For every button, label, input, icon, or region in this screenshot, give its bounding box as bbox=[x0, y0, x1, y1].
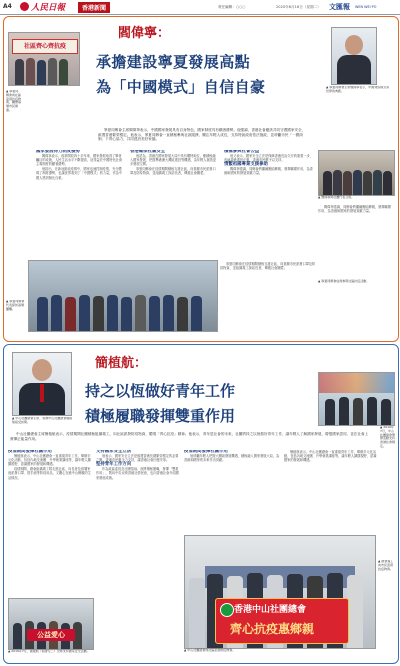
story-2-charity-photo bbox=[8, 598, 94, 650]
story-2-subhead-1: 疫情期間發揮社團作用 bbox=[8, 450, 52, 454]
story-1-paragraph-2: 他指出，在新冠肺炎疫情中，國家迅速控制疫情，充分體現了制度優勢，也讓世界看到了「中國模式」的力量，作為中國人感到無比自豪。 bbox=[36, 167, 123, 180]
story-2-paragraph-5: 他呼籲年輕人把握大灣區發展機遇，積極融入國家發展大局，為香港和國家的未來作出貢獻。 bbox=[184, 454, 280, 463]
story-1-police-photo bbox=[28, 260, 218, 332]
story-1-subhead-3: 積極參與社會公益 bbox=[224, 150, 260, 154]
story-1-col-1 bbox=[36, 150, 124, 270]
association-logo-icon bbox=[220, 603, 234, 617]
story-2-anti-epidemic-caption: ▲ 中山社團總會向社區派發防疫物資。 bbox=[184, 648, 236, 652]
story-2-subhead-3: 堅持青年工作方向 bbox=[96, 462, 132, 468]
story-2-lead-text: 中山社團總會主席簡植航表示，疫情期間社團積極組織義工，向社區派發防疫物資，體現「齊心抗疫」精神。他表示，青年是社會的未來，社團將持之以恆做好青年工作，讓年輕人了解國家發展，增強國家認同，並在社會上發揮正能量作用。 bbox=[10, 432, 369, 441]
story-2-event-photo bbox=[318, 372, 395, 426]
story-1-subhead-1: 國家發展得力制度優勢 bbox=[36, 150, 80, 154]
story-1-col-3 bbox=[224, 150, 314, 270]
story-1-right-photo bbox=[318, 150, 395, 196]
story-1-body bbox=[36, 150, 316, 275]
story-1-headline-line-1: 承擔建設寧夏發展高點 bbox=[96, 53, 251, 71]
story-1-col-2 bbox=[130, 150, 218, 270]
story-1-right-paragraph: 閻偉寧強調，同鄉會將繼續團結鄉親，發揮橋樑作用，為香港和國家的發展貢獻力量。 bbox=[318, 205, 391, 214]
story-2-name: 簡植航： bbox=[95, 356, 148, 371]
story-2-paragraph-4: 作為政協委員及社團領袖，他將積極履職，發揮「雙重作用」，既向中央反映香港社情民意，也向香港社會介紹國家發展成就。 bbox=[96, 467, 179, 480]
partner-paper-name: 文匯報 bbox=[329, 2, 350, 11]
story-1-event-photo bbox=[8, 32, 80, 86]
story-2-col-3 bbox=[184, 450, 280, 532]
story-2-portrait bbox=[12, 352, 72, 416]
story-1-portrait-caption: ▲ 寧夏同鄉會主席閻偉寧表示，中國建設模式是世界的典範。 bbox=[326, 86, 390, 93]
story-2-paragraph-3: 他表示，國家安全立法是維護香港長期繁榮穩定的必要之舉，香港市民應全力支持，讓香港社會回復安寧。 bbox=[96, 454, 179, 463]
story-1-paragraph-3: 他認為，香港在國家發展大局中具有獨特地位，應積極融入國家發展，把握粵港澳大灣區建設等機遇，為年輕人創造更多發展空間。 bbox=[130, 154, 217, 167]
story-2-col-1 bbox=[8, 450, 92, 595]
story-2-portrait-caption: ▲ 中山社團總會主席、香港中山社團總會簡植航接受訪問。 bbox=[12, 417, 73, 424]
story-1-right-photo-caption: ▲ 閻偉寧與社團代表合照。 bbox=[318, 195, 355, 199]
story-2-headline-line-2: 積極履職發揮雙重作用 bbox=[85, 407, 236, 425]
story-1-name: 閻偉寧： bbox=[118, 26, 171, 41]
story-2-paragraph-6: 簡植航表示，中山社團總會一直重視青年工作，舉辦多元化活動，包括內地交流團、升學就業講座等，讓年輕人擴闊視野，認識國家的發展和機遇。 bbox=[284, 450, 377, 463]
issue-date: 2020年6月16日（星期二） bbox=[276, 4, 321, 9]
association-banner-slogan: 齊心抗疫惠鄉親 bbox=[230, 622, 315, 636]
story-1-side-note: ▲ 寧夏同鄉會向社區派發抗疫物資，關懷基層市民健康。 bbox=[6, 90, 21, 112]
story-2-charity-caption: ▲ 2019年7月，簡植航（前排左二）出席支持國家安全活動。 bbox=[8, 650, 90, 653]
editor-name: ○○○ bbox=[235, 4, 246, 9]
story-1-paragraph-5: 他又表示，國家安全立法是保障香港長治久安的重要一步，有助香港重回正軌，香港市民應予以支持。 bbox=[224, 154, 313, 163]
story-2-side-note: ▲ 2019年7月，中山社團總會舉辦活動支持香港社會穩定。 bbox=[380, 426, 395, 448]
story-2-anti-epidemic-photo bbox=[184, 535, 376, 649]
charity-banner bbox=[27, 629, 75, 641]
page-number: A4 bbox=[3, 3, 12, 10]
story-2-side-caption: ▲ 總會義工向市民派發抗疫物資。 bbox=[378, 560, 394, 571]
association-banner-name: 香港中山社團總會 bbox=[234, 605, 307, 615]
story-1-right-text bbox=[318, 205, 393, 275]
story-1-bottom-text bbox=[220, 262, 316, 328]
charity-banner-text: 公益愛心 bbox=[37, 630, 65, 639]
event-banner bbox=[12, 39, 78, 54]
event-banner-text: 社區齊心齊抗疫 bbox=[23, 43, 66, 50]
story-1-paragraph-1: 閻偉寧表示，改革開放四十多年來，國家發展取得了舉世矚目的成就，人民生活水平不斷提高，這得益於中國特色社會主義制度的顯著優勢。 bbox=[36, 154, 123, 167]
story-1-bottom-right-caption: ▲ 寧夏同鄉會成員參與社區抗疫活動。 bbox=[318, 279, 370, 283]
story-2-col-2 bbox=[96, 450, 180, 645]
editor-label bbox=[218, 5, 245, 10]
masthead bbox=[0, 0, 400, 15]
story-2-subhead-2: 支持國家安全立法 bbox=[96, 450, 132, 454]
story-1-subhead-2: 香港確保社區安全 bbox=[130, 150, 166, 154]
story-1-subhead-4: 情繫祖國專業支援參助 bbox=[224, 162, 268, 168]
story-1-police-photo-caption: ▲ 寧夏同鄉會代表探訪基層團體。 bbox=[6, 300, 25, 311]
story-1-headline-line-2: 為「中國模式」自信自豪 bbox=[96, 78, 266, 96]
section-tab: 香港新聞 bbox=[78, 2, 110, 13]
partner-paper-en: WEN WEI PO bbox=[355, 5, 377, 9]
story-1-lead bbox=[98, 128, 308, 150]
paper-logo-icon bbox=[20, 2, 29, 11]
story-1-paragraph-6: 閻偉寧強調，同鄉會將繼續團結鄉親，發揮橋樑作用，為香港和國家的發展貢獻力量。 bbox=[224, 167, 313, 176]
story-1-portrait bbox=[331, 27, 377, 85]
story-2-paragraph-1: 簡植航表示，中山社團總會一直重視青年工作，舉辦多元化活動，包括內地交流團、升學就業講座等，讓年輕人擴闊視野，認識國家的發展和機遇。 bbox=[8, 454, 91, 467]
paper-name: 人民日報 bbox=[31, 3, 66, 13]
story-2-subhead-4: 疫情期間發揮社團作用 bbox=[184, 450, 228, 454]
story-2-lead bbox=[10, 432, 370, 446]
story-2-paragraph-2: 疫情期間，總會組織義工隊走進社區，向長者及基層家庭派發口罩、搓手液等防疫用品，又關心在港中山鄉親的生活情況。 bbox=[8, 467, 91, 480]
story-1-paragraph-4: 寧夏同鄉會在疫情期間積極支援社區，向基層市民派發口罩及防疫物資，並組織義工探訪長者，傳遞社會關愛。 bbox=[130, 167, 216, 176]
story-2-col-4 bbox=[284, 450, 378, 530]
story-1-bottom-paragraph: 寧夏同鄉會在疫情期間積極支援社區，向基層市民派發口罩及防疫物資，並組織義工探訪長者，傳遞社會關愛。 bbox=[220, 262, 316, 271]
editor-label-text: 責任編輯： bbox=[218, 4, 236, 9]
association-banner bbox=[215, 598, 349, 644]
story-1-lead-text: 寧夏同鄉會主席閻偉寧表示，中國國家發展具有自身特色，國家制度具有顯著優勢。他強調，香港社會應該共同守護國家安全，維護香港繁榮穩定。他表示，寧夏同鄉會一直積極參與社區服務，關注年輕人成長，支持特區政府依法施政，並呼籲市民「一國兩制」下齊心協力，共同建設美好家園。 bbox=[98, 128, 306, 141]
story-2-headline-line-1: 持之以恆做好青年工作 bbox=[85, 382, 236, 400]
